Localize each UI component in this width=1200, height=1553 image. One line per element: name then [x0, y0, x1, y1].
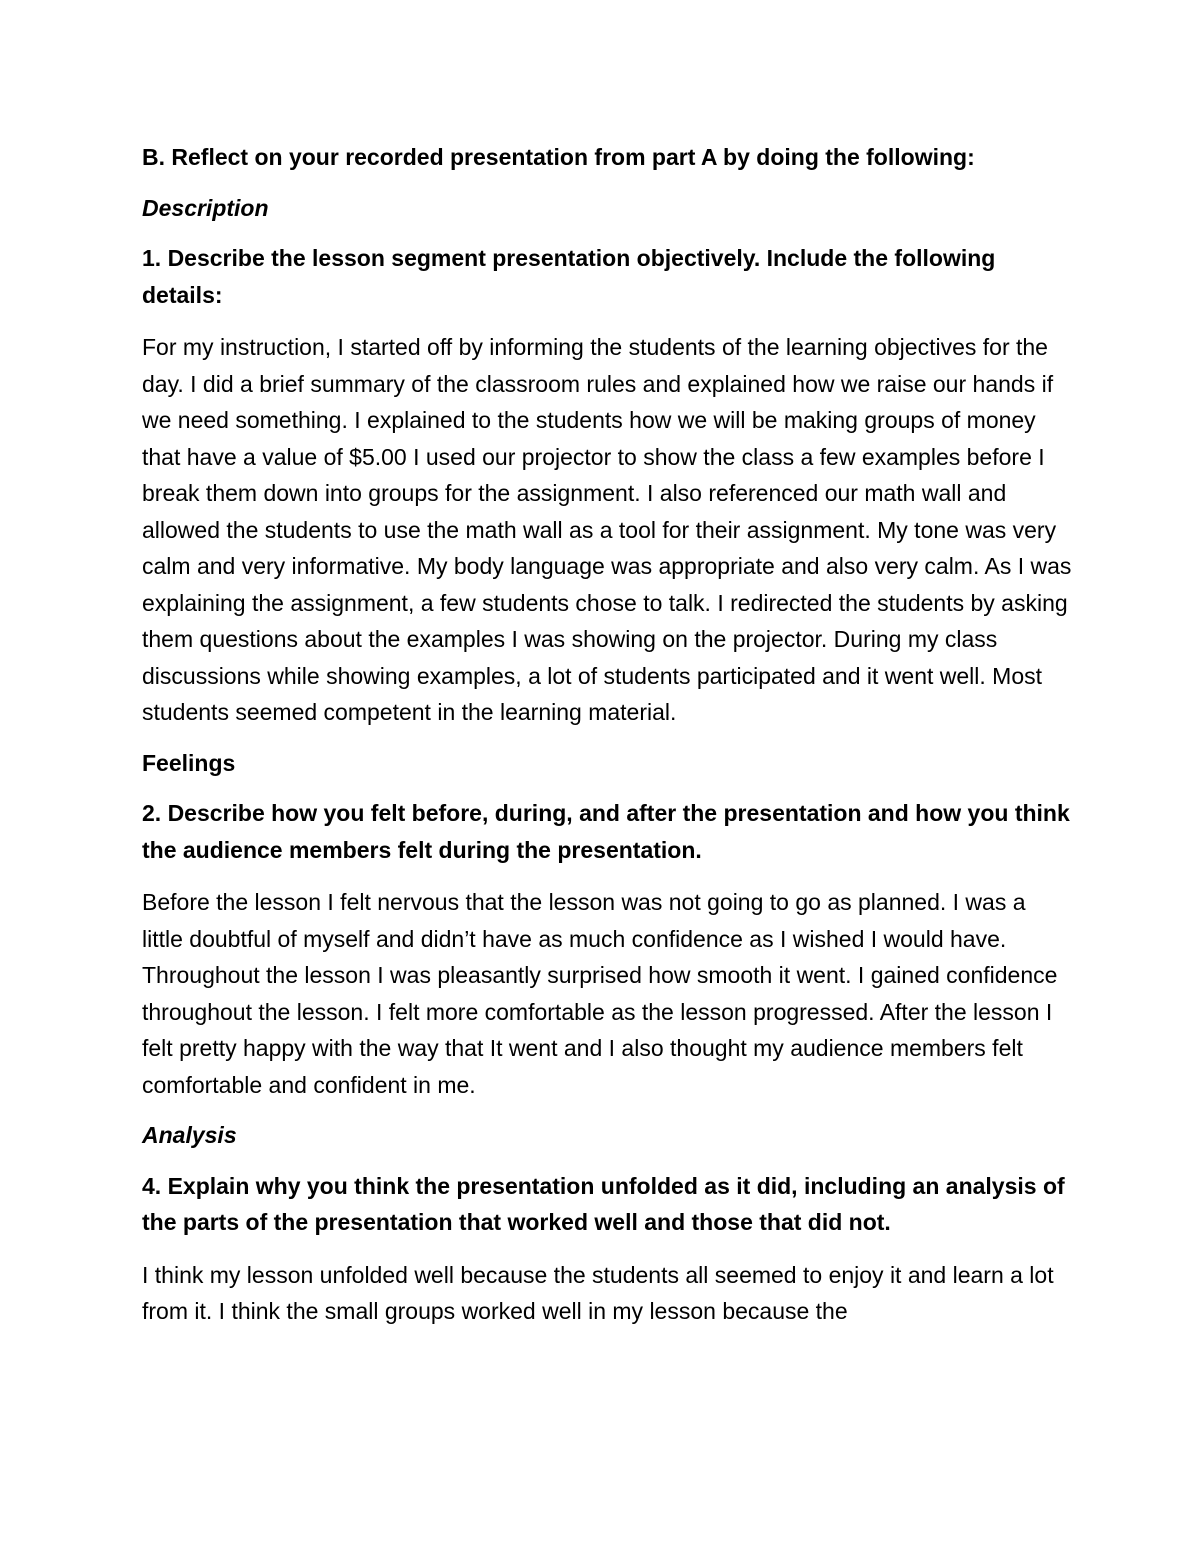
analysis-prompt: 4. Explain why you think the presentation unfolded as it did, including an analysis of the parts of the presentation that worked well and those that did not.: [142, 1172, 1065, 1235]
feelings-prompt: 2. Describe how you felt before, during, and after the presentation and how you think the audience members felt during the presentation.: [142, 800, 1070, 863]
feelings-label: Feelings: [142, 749, 236, 776]
feelings-response: Before the lesson I felt nervous that the lesson was not going to go as planned. I was a little doubtful of myself and didn’t have as much confidence as I wished I would have. Throughout the lesson I was pleasantly surprised how smooth it went. I gained confidence throughout the lesson. I felt more comfortable as the lesson progressed. After the lesson I felt pretty happy with the way that It went and I also thought my audience members felt comfortable and confident in me.: [142, 889, 1058, 1098]
analysis-label: Analysis: [142, 1122, 237, 1148]
part-b-heading: B. Reflect on your recorded presentation from part A by doing the following:: [142, 144, 975, 170]
description-label: Description: [142, 194, 269, 221]
description-prompt: 1. Describe the lesson segment presentation objectively. Include the following details:: [142, 245, 996, 308]
analysis-response: I think my lesson unfolded well because the students all seemed to enjoy it and learn a lot from it. I think the small groups worked well in my lesson because the: [142, 1261, 1054, 1324]
document-body: [142, 139, 1072, 1330]
description-response: For my instruction, I started off by informing the students of the learning objectives for the day. I did a brief summary of the classroom rules and explained how we raise our hands if we need something. I explained to the students how we will be making groups of money that have a value of $5.00 I used our projector to show the class a few examples before I break them down into groups for the assignment. I also referenced our math wall and allowed the students to use the math wall as a tool for their assignment. My tone was very calm and very informative. My body language was appropriate and also very calm. As I was explaining the assignment, a few students chose to talk. I redirected the students by asking them questions about the examples I was showing on the projector. During my class discussions while showing examples, a lot of students participated and it went well. Most students seemed competent in the learning material.: [142, 334, 1072, 725]
